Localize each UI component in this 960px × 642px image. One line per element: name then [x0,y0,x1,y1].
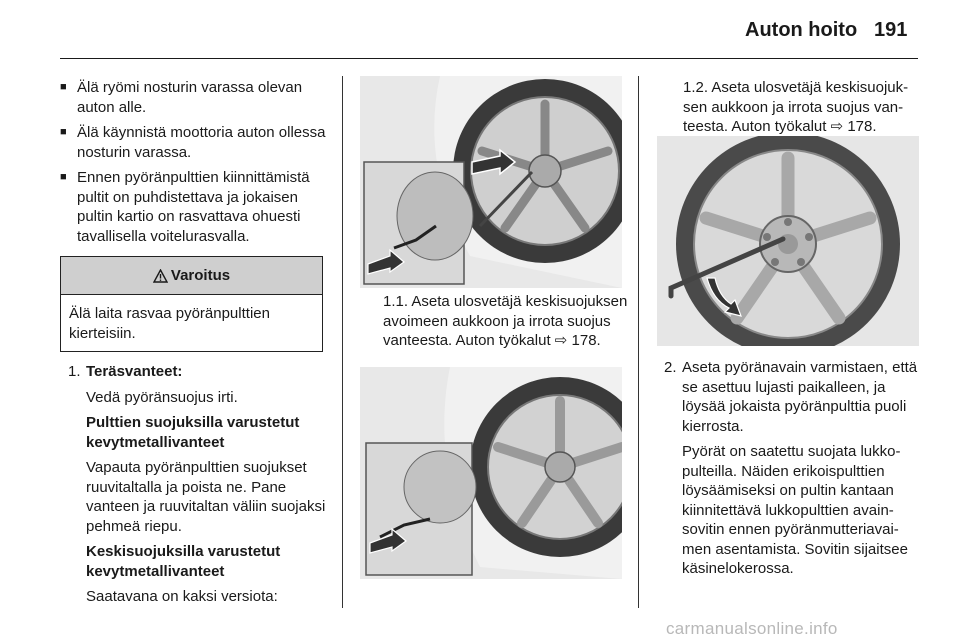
figure-caption: 1.2. Aseta ulosvetäjä keskisuojuksen aukkoon ja irrota suojus vanteesta. Auton työkalut ⇨ 178. [683,79,909,135]
list-item: ■ Ennen pyöränpulttien kiinnittämistä pultit on puhdistettava ja jokaisen pultin kartio on rasvattava ohuesti tavallisella voitelurasvalla. [60,169,310,245]
step-2 [656,358,922,579]
step-number: 2. [664,359,677,376]
paragraph: Aseta pyöränavain varmistaen, että se asettuu lujasti paikalleen, ja löysää jokaista pyöränpulttia puoli kierrosta. [682,359,918,435]
bullet-square-icon: ■ [60,81,67,93]
column-left [60,78,328,613]
figure-hubcap-removal-2 [360,367,622,579]
paragraph: Saatavana on kaksi versiota: [86,588,278,605]
section-title: Auton hoito [745,19,858,41]
step-title: Teräsvanteet: [86,363,183,380]
page-number: 191 [874,19,908,41]
paragraph: Vedä pyöränsuojus irti. [86,388,238,406]
warning-title: Varoitus [170,266,231,284]
bullet-square-icon: ■ [60,126,67,138]
warning-text: Älä laita rasvaa pyöränpulttien kierteisiin. [69,305,270,342]
column-right [656,358,922,585]
column-divider [638,76,639,608]
figure-caption: 1.1. Aseta ulosvetäjä keskisuojuksen avoimeen aukkoon ja irrota suojus vanteesta. Auton työkalut ⇨ 178. [383,293,628,349]
figure-wheel-wrench [657,136,919,346]
list-item: ■ Älä käynnistä moottoria auton ollessa nosturin varassa. [60,124,326,161]
figure-hubcap-removal-1 [360,76,622,288]
step-number: 1. [68,363,81,380]
subheading: Keskisuojuksilla varustetut kevytmetallivanteet [86,543,281,580]
page-header [0,0,960,62]
subheading: Pulttien suojuksilla varustetut kevytmetallivanteet [86,414,300,451]
column-divider [342,76,343,608]
step-1 [60,362,328,607]
warning-box [60,256,323,352]
header-rule [60,58,918,59]
bullet-square-icon: ■ [60,171,67,183]
paragraph: Vapauta pyöränpulttien suojukset ruuvitaltalla ja poista ne. Pane vanteen ja ruuvitaltan väliin suojaksi pehmeä riepu. [86,459,326,535]
watermark: carmanualsonline.info [666,619,838,638]
warning-header [61,257,322,295]
warning-triangle-icon [153,269,168,283]
bullet-list [60,78,328,246]
list-item: ■ Älä ryömi nosturin varassa olevan auton alle. [60,79,303,116]
paragraph: Pyörät on saatettu suojata lukkopulteilla. Näiden erikoispulttien löysäämiseksi on pultin kantaan kiinnitettävä lukkopulttien avainsovitin ennen pyöränmutteriavaimen asentamista. Sovitin sijaitsee käsinelokerossa. [682,443,908,577]
